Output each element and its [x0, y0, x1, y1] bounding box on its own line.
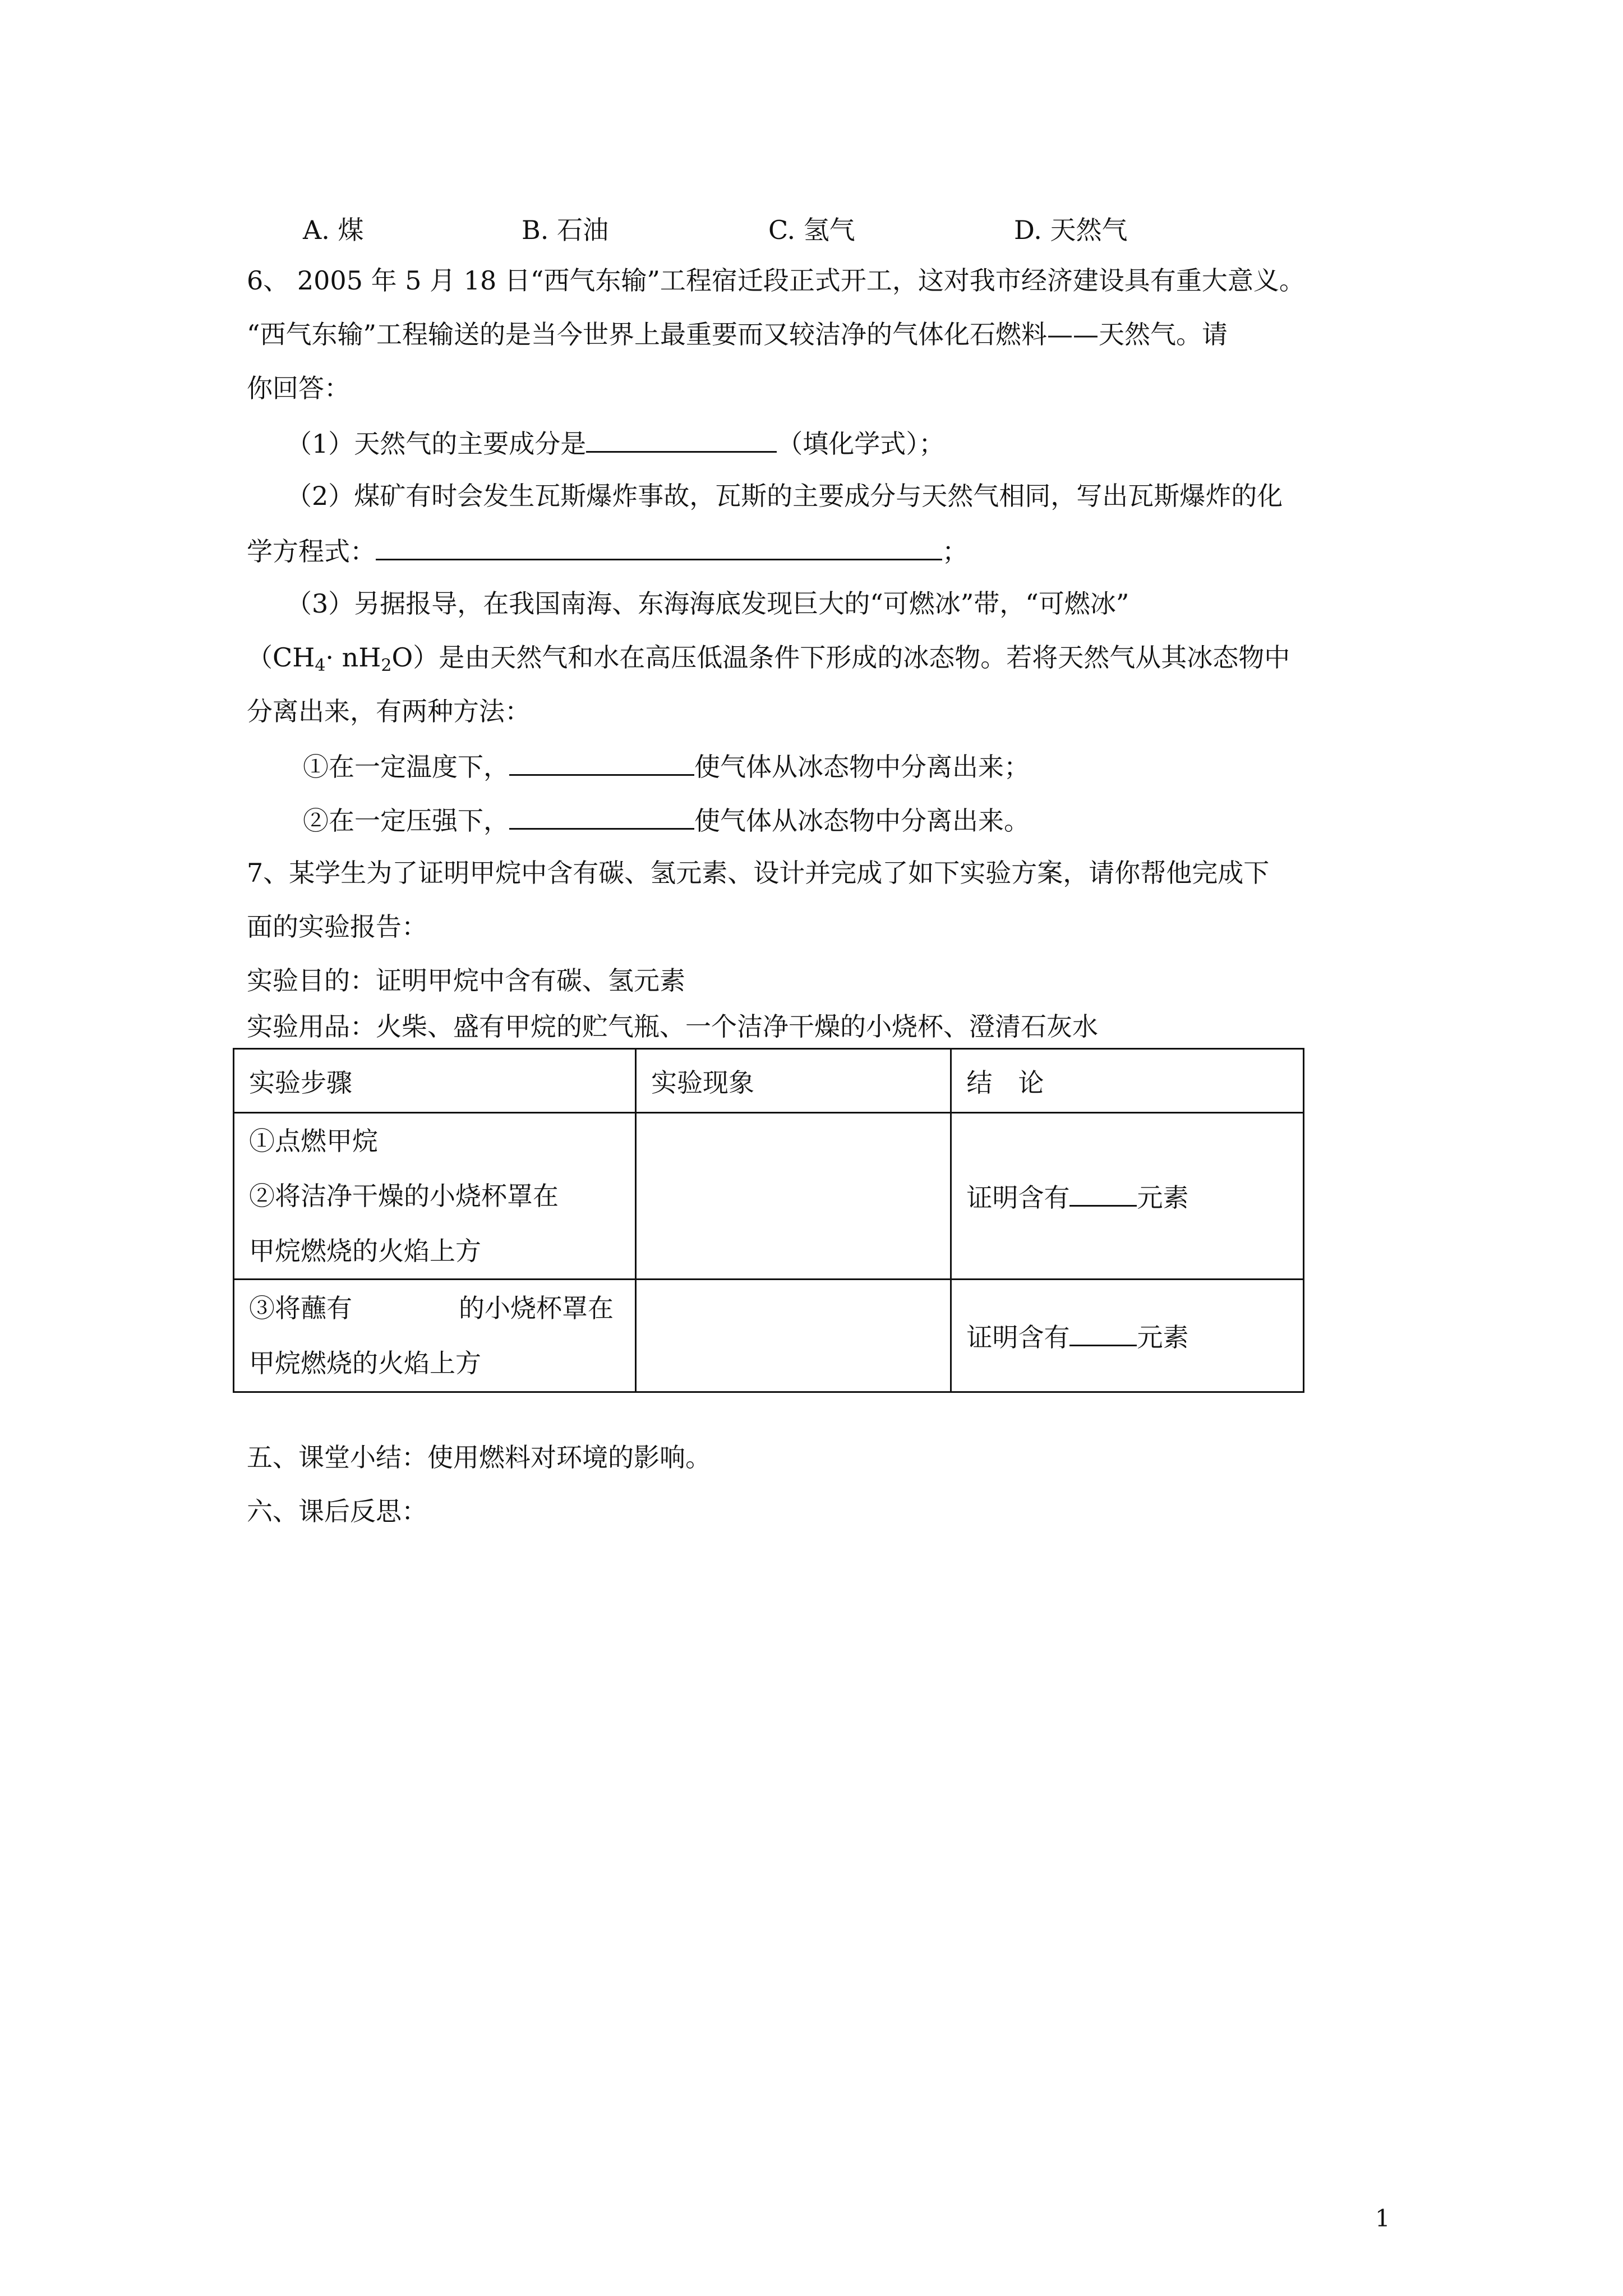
q6-intro-line1: 6、 2005 年 5 月 18 日“西气东输”工程宿迁段正式开工，这对我市经济建设具有重大意义。	[247, 265, 1305, 296]
q6-part1-suffix: （填化学式）；	[777, 429, 945, 459]
step-text: ①点燃甲烷	[249, 1126, 378, 1156]
table-row	[234, 1113, 1304, 1280]
method1-suffix: 使气体从冰态物中分离出来；	[694, 752, 1030, 782]
conclusion-suffix: 元素	[1137, 1182, 1189, 1213]
formula-text: （CH	[247, 642, 315, 673]
q7-line2: 面的实验报告：	[247, 912, 427, 942]
option-a: A. 煤	[303, 215, 364, 245]
method1-prefix: ①在一定温度下，	[303, 752, 509, 782]
formula-text: · nH	[325, 642, 381, 673]
option-d: D. 天然气	[1014, 215, 1128, 245]
step-text: 甲烷燃烧的火焰上方	[249, 1236, 481, 1266]
row1-conclusion	[951, 1113, 1304, 1280]
q6-part1	[286, 425, 944, 461]
conclusion-suffix: 元素	[1137, 1322, 1189, 1352]
page-number: 1	[1375, 2205, 1390, 2232]
method2-prefix: ②在一定压强下，	[303, 806, 509, 836]
formula-text: O）是由天然气和水在高压低温条件下形成的冰态物。若将天然气从其冰态物中	[391, 642, 1290, 673]
q7-purpose: 实验目的：证明甲烷中含有碳、氢元素	[247, 965, 685, 996]
experiment-table	[233, 1048, 1304, 1393]
section-6-reflection: 六、课后反思：	[247, 1496, 427, 1526]
table-row	[234, 1280, 1304, 1392]
row1-element-blank[interactable]	[1069, 1179, 1137, 1207]
row2-element-blank[interactable]	[1069, 1319, 1137, 1346]
q6-part3-line3: 分离出来，有两种方法：	[247, 696, 531, 726]
step-text	[249, 1281, 620, 1336]
row2-conclusion	[951, 1280, 1304, 1392]
step3-part-b: 的小烧杯罩在	[459, 1293, 614, 1323]
step-text: 甲烷燃烧的火焰上方	[249, 1348, 481, 1378]
q6-part2-line1: （2）煤矿有时会发生瓦斯爆炸事故，瓦斯的主要成分与天然气相同，写出瓦斯爆炸的化	[286, 481, 1283, 511]
option-b: B. 石油	[522, 215, 609, 245]
method2-suffix: 使气体从冰态物中分离出来。	[694, 806, 1030, 836]
q6-part1-blank[interactable]	[586, 425, 777, 453]
conclusion-prefix: 证明含有	[966, 1182, 1070, 1213]
q7-materials: 实验用品：火柴、盛有甲烷的贮气瓶、一个洁净干燥的小烧杯、澄清石灰水	[247, 1011, 1098, 1042]
section-5-summary: 五、课堂小结：使用燃料对环境的影响。	[247, 1442, 711, 1473]
formula-subscript: 2	[381, 656, 392, 675]
q6-method1	[303, 748, 1030, 784]
q6-intro-line2: “西气东输”工程输送的是当今世界上最重要而又较洁净的气体化石燃料——天然气。请	[247, 319, 1228, 349]
q6-method2-blank[interactable]	[509, 802, 694, 830]
step3-part-a: ③将蘸有	[249, 1293, 352, 1323]
q6-part2-line2	[247, 533, 968, 568]
q7-line1: 7、某学生为了证明甲烷中含有碳、氢元素、设计并完成了如下实验方案，请你帮他完成下	[247, 858, 1270, 888]
formula-subscript: 4	[315, 656, 326, 675]
q6-part3-line1: （3）另据报导，在我国南海、东海海底发现巨大的“可燃冰”带，“可燃冰”	[286, 588, 1129, 619]
q6-part2-suffix: ；	[942, 536, 968, 567]
row1-steps	[234, 1113, 636, 1280]
q6-intro-line3: 你回答：	[247, 373, 350, 403]
header-conclusion: 结 论	[951, 1049, 1304, 1113]
option-c: C. 氢气	[768, 215, 855, 245]
row2-steps	[234, 1280, 636, 1392]
q6-part1-prefix: （1）天然气的主要成分是	[286, 429, 587, 459]
q6-method2	[303, 802, 1030, 838]
conclusion-prefix: 证明含有	[966, 1322, 1070, 1352]
header-steps: 实验步骤	[234, 1049, 636, 1113]
q6-equation-blank[interactable]	[376, 533, 942, 560]
header-phenomenon: 实验现象	[635, 1049, 951, 1113]
q6-part3-line2	[247, 641, 1290, 683]
row2-phenomenon-cell[interactable]	[635, 1280, 951, 1392]
table-header-row	[234, 1049, 1304, 1113]
row1-phenomenon-cell[interactable]	[635, 1113, 951, 1280]
q6-part2-prefix: 学方程式：	[247, 536, 376, 567]
step-text: ②将洁净干燥的小烧杯罩在	[249, 1181, 559, 1211]
q6-method1-blank[interactable]	[509, 748, 694, 776]
